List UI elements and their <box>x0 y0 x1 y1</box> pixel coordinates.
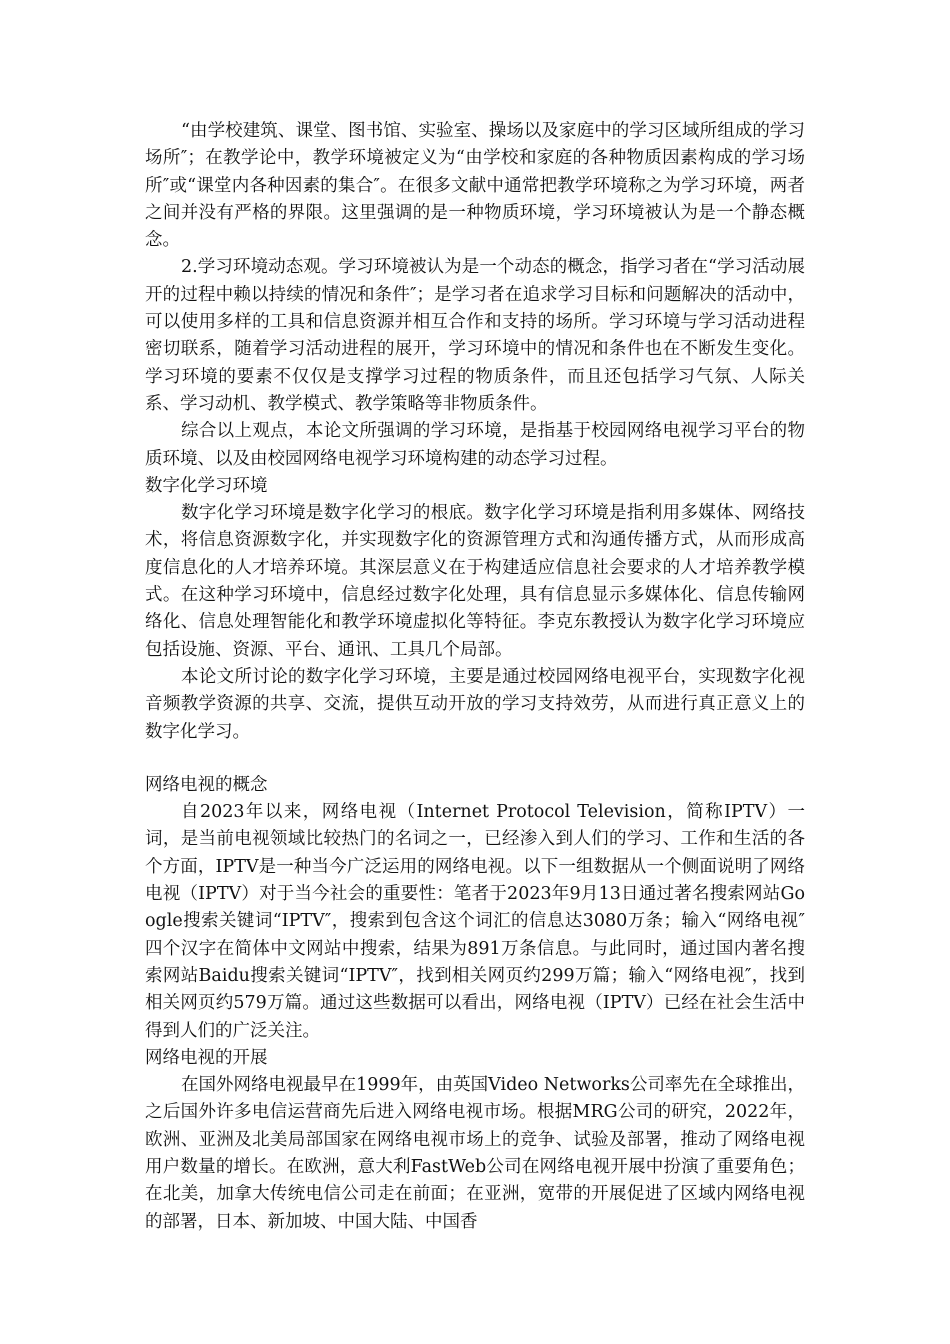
paragraph-summary: 综合以上观点，本论文所强调的学习环境，是指基于校园网络电视学习平台的物质环境、以及由校园网络电视学习环境构建的动态学习过程。 <box>145 421 805 469</box>
document-page <box>145 118 805 1236</box>
paragraph-digital-learning-scope: 本论文所讨论的数字化学习环境，主要是通过校园网络电视平台，实现数字化视音频教学资源的共享、交流，提供互动开放的学习支持效劳，从而进行真正意义上的数字化学习。 <box>145 666 805 742</box>
heading-iptv-development: 网络电视的开展 <box>145 1047 268 1068</box>
paragraph-iptv-development: 在国外网络电视最早在1999年，由英国Video Networks公司率先在全球推出，之后国外许多电信运营商先后进入网络电视市场。根据MRG公司的研究，2022年，欧洲、亚洲及北美局部国家在网络电视市场上的竞争、试验及部署，推动了网络电视用户数量的增长。在欧洲，意大利FastWeb公司在网络电视开展中扮演了重要角色；在北美，加拿大传统电信公司走在前面；在亚洲，宽带的开展促进了区域内网络电视的部署，日本、新加坡、中国大陆、中国香 <box>145 1075 805 1232</box>
heading-iptv-concept: 网络电视的概念 <box>145 774 268 795</box>
paragraph-digital-learning-definition: 数字化学习环境是数字化学习的根底。数字化学习环境是指利用多媒体、网络技术，将信息资源数字化，并实现数字化的资源管理方式和沟通传播方式，从而形成高度信息化的人才培养环境。其深层意义在于构建适应信息社会要求的人才培养教学模式。在这种学习环境中，信息经过数字化处理，具有信息显示多媒体化、信息传输网络化、信息处理智能化和教学环境虚拟化等特征。李克东教授认为数字化学习环境应包括设施、资源、平台、通讯、工具几个局部。 <box>145 503 805 660</box>
paragraph-learning-environment-dynamic: 2.学习环境动态观。学习环境被认为是一个动态的概念，指学习者在“学习活动展开的过程中赖以持续的情况和条件″；是学习者在追求学习目标和问题解决的活动中，可以使用多样的工具和信息资源并相互合作和支持的场所。学习环境与学习活动进程密切联系，随着学习活动进程的展开，学习环境中的情况和条件也在不断发生变化。学习环境的要素不仅仅是支撑学习过程的物质条件，而且还包括学习气氛、人际关系、学习动机、教学模式、教学策略等非物质条件。 <box>145 257 805 414</box>
heading-digital-learning-environment: 数字化学习环境 <box>145 475 268 496</box>
paragraph-iptv-concept: 自2023年以来，网络电视（Internet Protocol Television，简称IPTV）一词，是当前电视领域比较热门的名词之一，已经渗入到人们的学习、工作和生活的各个方面，IPTV是一种当今广泛运用的网络电视。以下一组数据从一个侧面说明了网络电视（IPTV）对于当今社会的重要性：笔者于2023年9月13日通过著名搜索网站Google搜索关键词“IPTV″，搜索到包含这个词汇的信息达3080万条；输入“网络电视″四个汉字在简体中文网站中搜索，结果为891万条信息。与此同时，通过国内著名搜索网站Baidu搜索关键词“IPTV″，找到相关网页约299万篇；输入“网络电视″，找到相关网页约579万篇。通过这些数据可以看出，网络电视（IPTV）已经在社会生活中得到人们的广泛关注。 <box>145 802 805 1041</box>
section-gap <box>145 746 805 772</box>
paragraph-learning-environment-static: “由学校建筑、课堂、图书馆、实验室、操场以及家庭中的学习区域所组成的学习场所″；在教学论中，教学环境被定义为“由学校和家庭的各种物质因素构成的学习场所″或“课堂内各种因素的集合″。在很多文献中通常把教学环境称之为学习环境，两者之间并没有严格的界限。这里强调的是一种物质环境，学习环境被认为是一个静态概念。 <box>145 121 805 251</box>
